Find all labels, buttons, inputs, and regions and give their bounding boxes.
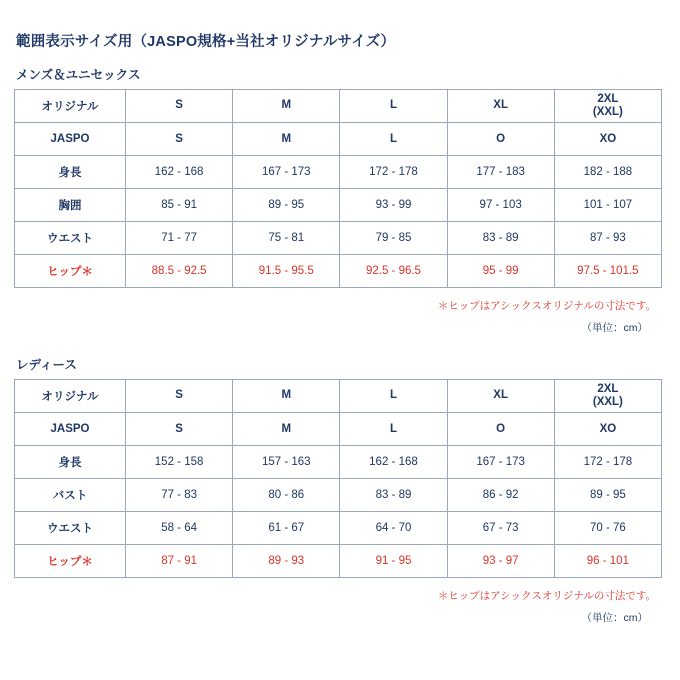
table-row bbox=[15, 413, 662, 446]
column-header bbox=[340, 90, 447, 123]
section-ladies bbox=[14, 355, 662, 625]
section-heading: レディース bbox=[16, 358, 77, 372]
table-cell: 97.5 - 101.5 bbox=[554, 255, 661, 288]
table-cell: 87 - 93 bbox=[554, 222, 661, 255]
table-row bbox=[15, 512, 662, 545]
row-label: オリジナル bbox=[15, 380, 126, 413]
column-header bbox=[126, 90, 233, 123]
column-header bbox=[554, 90, 661, 123]
spacer bbox=[14, 337, 662, 355]
column-header: L bbox=[340, 123, 447, 156]
table-cell: 162 - 168 bbox=[340, 446, 447, 479]
table-row bbox=[15, 189, 662, 222]
row-label: 身長 bbox=[15, 156, 126, 189]
column-header bbox=[340, 380, 447, 413]
table-row bbox=[15, 479, 662, 512]
row-label: ウエスト bbox=[15, 222, 126, 255]
table-cell: 83 - 89 bbox=[340, 479, 447, 512]
table-cell: 89 - 93 bbox=[233, 545, 340, 578]
table-cell: 93 - 97 bbox=[447, 545, 554, 578]
table-cell: 157 - 163 bbox=[233, 446, 340, 479]
table-cell: 85 - 91 bbox=[126, 189, 233, 222]
table-cell: 182 - 188 bbox=[554, 156, 661, 189]
row-label: 身長 bbox=[15, 446, 126, 479]
column-header-sub: (XXL) bbox=[592, 106, 623, 118]
table-cell: 75 - 81 bbox=[233, 222, 340, 255]
column-header: XO bbox=[554, 413, 661, 446]
column-header bbox=[233, 380, 340, 413]
table-cell: 177 - 183 bbox=[447, 156, 554, 189]
table-cell: 162 - 168 bbox=[126, 156, 233, 189]
column-header bbox=[447, 90, 554, 123]
table-cell: 96 - 101 bbox=[554, 545, 661, 578]
table-cell: 89 - 95 bbox=[554, 479, 661, 512]
column-header: M bbox=[233, 413, 340, 446]
table-cell: 91 - 95 bbox=[340, 545, 447, 578]
column-header-main: S bbox=[175, 99, 183, 112]
table-cell: 93 - 99 bbox=[340, 189, 447, 222]
column-header-main: M bbox=[281, 99, 292, 112]
table-cell: 86 - 92 bbox=[447, 479, 554, 512]
table-cell: 83 - 89 bbox=[447, 222, 554, 255]
column-header-main: L bbox=[389, 389, 397, 402]
table-cell: 97 - 103 bbox=[447, 189, 554, 222]
column-header-main: S bbox=[175, 389, 183, 402]
hip-footnote: ＊ヒップはアシックスオリジナルの寸法です。 bbox=[437, 300, 656, 312]
row-label: オリジナル bbox=[15, 90, 126, 123]
table-cell: 67 - 73 bbox=[447, 512, 554, 545]
row-label: ウエスト bbox=[15, 512, 126, 545]
table-row bbox=[15, 380, 662, 413]
row-label: ヒップ＊ bbox=[15, 545, 126, 578]
table-cell: 92.5 - 96.5 bbox=[340, 255, 447, 288]
column-header-sub: (XXL) bbox=[592, 396, 623, 408]
table-row bbox=[15, 156, 662, 189]
table-cell: 172 - 178 bbox=[340, 156, 447, 189]
hip-footnote: ＊ヒップはアシックスオリジナルの寸法です。 bbox=[437, 590, 656, 602]
row-label: バスト bbox=[15, 479, 126, 512]
column-header: M bbox=[233, 123, 340, 156]
table-cell: 58 - 64 bbox=[126, 512, 233, 545]
table-cell: 71 - 77 bbox=[126, 222, 233, 255]
row-label: JASPO bbox=[15, 413, 126, 446]
table-cell: 77 - 83 bbox=[126, 479, 233, 512]
table-cell: 79 - 85 bbox=[340, 222, 447, 255]
table-cell: 88.5 - 92.5 bbox=[126, 255, 233, 288]
table-cell: 64 - 70 bbox=[340, 512, 447, 545]
column-header-main: L bbox=[389, 99, 397, 112]
table-cell: 101 - 107 bbox=[554, 189, 661, 222]
table-row-hip bbox=[15, 255, 662, 288]
table-row bbox=[15, 123, 662, 156]
column-header: O bbox=[447, 123, 554, 156]
size-table-ladies bbox=[14, 379, 662, 578]
column-header: L bbox=[340, 413, 447, 446]
column-header-main: XL bbox=[493, 389, 508, 402]
table-cell: 167 - 173 bbox=[233, 156, 340, 189]
table-cell: 172 - 178 bbox=[554, 446, 661, 479]
table-row bbox=[15, 90, 662, 123]
column-header: S bbox=[126, 413, 233, 446]
column-header bbox=[126, 380, 233, 413]
row-label: 胸囲 bbox=[15, 189, 126, 222]
table-cell: 70 - 76 bbox=[554, 512, 661, 545]
size-table-mens bbox=[14, 89, 662, 288]
page-title: 範囲表示サイズ用（JASPO規格+当社オリジナルサイズ） bbox=[16, 34, 396, 50]
table-row bbox=[15, 222, 662, 255]
table-cell: 95 - 99 bbox=[447, 255, 554, 288]
section-mens bbox=[14, 65, 662, 335]
column-header-main: 2XL bbox=[597, 382, 619, 395]
column-header-main: M bbox=[281, 389, 292, 402]
table-cell: 61 - 67 bbox=[233, 512, 340, 545]
column-header bbox=[233, 90, 340, 123]
unit-note: （単位：cm） bbox=[581, 322, 648, 334]
unit-note: （単位：cm） bbox=[581, 612, 648, 624]
row-label: ヒップ＊ bbox=[15, 255, 126, 288]
row-label: JASPO bbox=[15, 123, 126, 156]
column-header: XO bbox=[554, 123, 661, 156]
table-cell: 89 - 95 bbox=[233, 189, 340, 222]
column-header: S bbox=[126, 123, 233, 156]
column-header bbox=[447, 380, 554, 413]
table-row-hip bbox=[15, 545, 662, 578]
table-cell: 91.5 - 95.5 bbox=[233, 255, 340, 288]
table-cell: 80 - 86 bbox=[233, 479, 340, 512]
column-header-main: 2XL bbox=[597, 92, 619, 105]
table-row bbox=[15, 446, 662, 479]
column-header-main: XL bbox=[493, 99, 508, 112]
table-cell: 152 - 158 bbox=[126, 446, 233, 479]
section-heading: メンズ＆ユニセックス bbox=[16, 68, 141, 82]
column-header bbox=[554, 380, 661, 413]
table-cell: 87 - 91 bbox=[126, 545, 233, 578]
table-cell: 167 - 173 bbox=[447, 446, 554, 479]
column-header: O bbox=[447, 413, 554, 446]
